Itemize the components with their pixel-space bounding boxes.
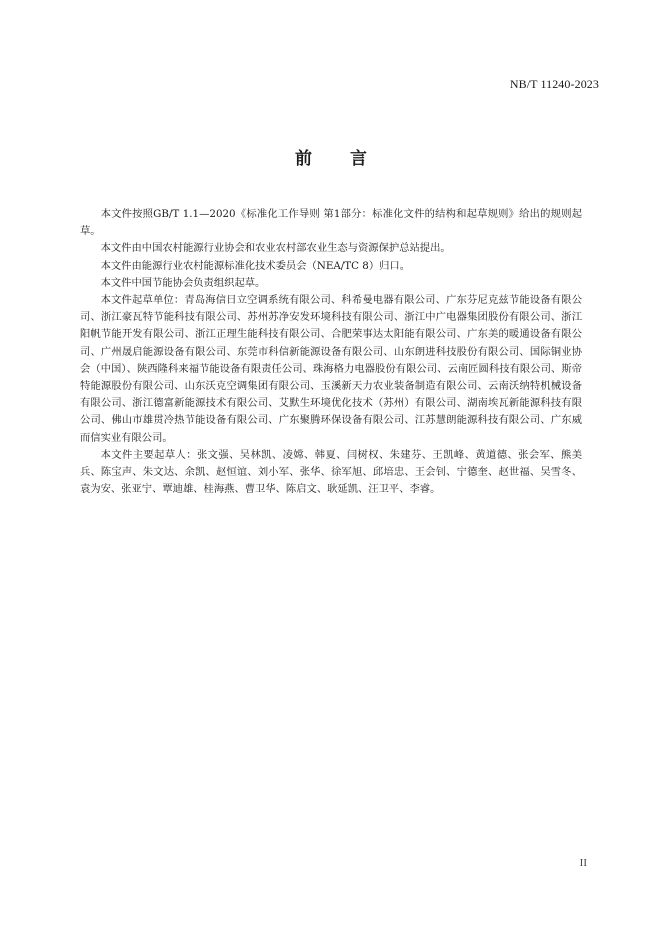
page-number: II: [579, 857, 587, 869]
page-title: 前言: [295, 149, 405, 169]
document-body: [80, 206, 582, 498]
paragraph-centralized-by: 本文件由能源行业农村能源标准化技术委员会（NEA/TC 8）归口。: [100, 259, 411, 272]
document-code: NB/T 11240-2023: [509, 77, 599, 91]
paragraph-drafting-rules: 本文件按照GB/T 1.1—2020《标准化工作导则 第1部分：标准化文件的结构和起草规则》给出的规则起草。: [80, 208, 582, 238]
paragraph-proposer: 本文件由中国农村能源行业协会和农业农村部农业生态与资源保护总站提出。: [100, 242, 451, 255]
paragraph-main-drafters: 本文件主要起草人：张文强、吴林凯、凌嫦、韩夏、闫树权、朱建芬、王凯峰、黄道德、张会军、熊美兵、陈宝声、朱文达、余凯、赵恒谊、刘小军、张华、徐军旭、邱培忠、王会钊、宁德奎、赵世福、吴雪冬、袁为安、张亚宁、覃迪雄、桂海燕、曹卫华、陈启文、耿延凯、汪卫平、李睿。: [80, 448, 582, 496]
paragraph-drafting-units: 本文件起草单位：青岛海信日立空调系统有限公司、科希曼电器有限公司、广东芬尼克兹节能设备有限公司、浙江豪瓦特节能科技有限公司、苏州苏净安发环境科技有限公司、浙江中广电器集团股份有限公司、浙江阳帆节能开发有限公司、浙江正理生能科技有限公司、合肥荣事达太阳能有限公司、广东美的暖通设备有限公司、广州晟启能源设备有限公司、东莞市科信新能源设备有限公司、山东朗进科技股份有限公司、国际铜业协会（中国）、陕西隆科来福节能设备有限责任公司、珠海格力电器股份有限公司、云南匠圆科技有限公司、斯帝特能源股份有限公司、山东沃克空调集团有限公司、玉溪新天力农业装备制造有限公司、云南沃纳特机械设备有限公司、浙江德富新能源技术有限公司、艾默生环境优化技术（苏州）有限公司、湖南埃瓦新能源科技有限公司、佛山市雄贯冷热节能设备有限公司、广东聚腾环保设备有限公司、江苏慧朗能源科技有限公司、广东威而信实业有限公司。: [80, 294, 582, 444]
paragraph-organizer: 本文件中国节能协会负责组织起草。: [100, 276, 266, 289]
